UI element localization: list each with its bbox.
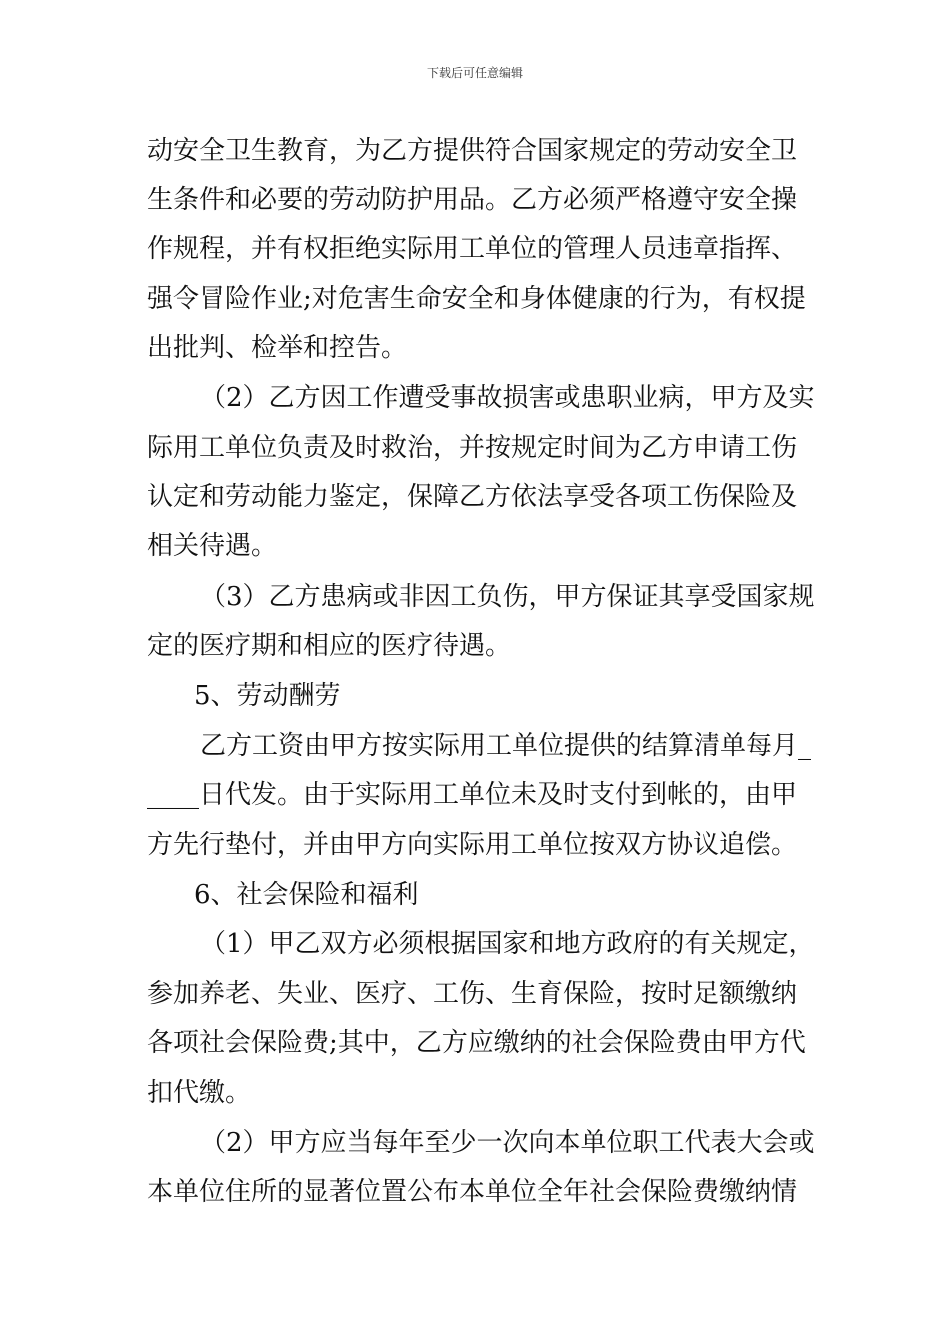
paragraph-line: 出批判、检举和控告。 <box>147 333 408 363</box>
paragraph-line: 本单位住所的显著位置公布本单位全年社会保险费缴纳情 <box>147 1177 798 1207</box>
section-heading: 6、社会保险和福利 <box>194 880 419 910</box>
paragraph-line: 参加养老、失业、医疗、工伤、生育保险，按时足额缴纳 <box>147 979 798 1009</box>
paragraph-line: （2）甲方应当每年至少一次向本单位职工代表大会或 <box>200 1128 815 1158</box>
paragraph-line: 际用工单位负责及时救治，并按规定时间为乙方申请工伤 <box>147 433 798 463</box>
paragraph-line: 各项社会保险费;其中，乙方应缴纳的社会保险费由甲方代 <box>147 1028 806 1058</box>
paragraph-line: （3）乙方患病或非因工负伤，甲方保证其享受国家规 <box>200 582 815 612</box>
paragraph-line: 定的医疗期和相应的医疗待遇。 <box>147 631 512 661</box>
paragraph-line: 动安全卫生教育，为乙方提供符合国家规定的劳动安全卫 <box>147 136 798 166</box>
paragraph-line: （2）乙方因工作遭受事故损害或患职业病，甲方及实 <box>200 383 815 413</box>
paragraph-line: 乙方工资由甲方按实际用工单位提供的结算清单每月_ <box>200 731 812 761</box>
paragraph-line: 扣代缴。 <box>147 1078 252 1108</box>
paragraph-line: 生条件和必要的劳动防护用品。乙方必须严格遵守安全操 <box>147 185 798 215</box>
paragraph-line: 方先行垫付，并由甲方向实际用工单位按双方协议追偿。 <box>147 830 798 860</box>
paragraph-line: 作规程，并有权拒绝实际用工单位的管理人员违章指挥、 <box>147 234 798 264</box>
paragraph-line: 相关待遇。 <box>147 531 278 561</box>
paragraph-line: （1）甲乙双方必须根据国家和地方政府的有关规定， <box>200 929 815 959</box>
section-heading: 5、劳动酬劳 <box>194 681 341 711</box>
paragraph-line: 强令冒险作业;对危害生命安全和身体健康的行为，有权提 <box>147 284 806 314</box>
paragraph-line: 认定和劳动能力鉴定，保障乙方依法享受各项工伤保险及 <box>147 482 798 512</box>
paragraph-line: ____日代发。由于实际用工单位未及时支付到帐的，由甲 <box>147 780 798 810</box>
page-header: 下载后可任意编辑 <box>426 66 523 80</box>
